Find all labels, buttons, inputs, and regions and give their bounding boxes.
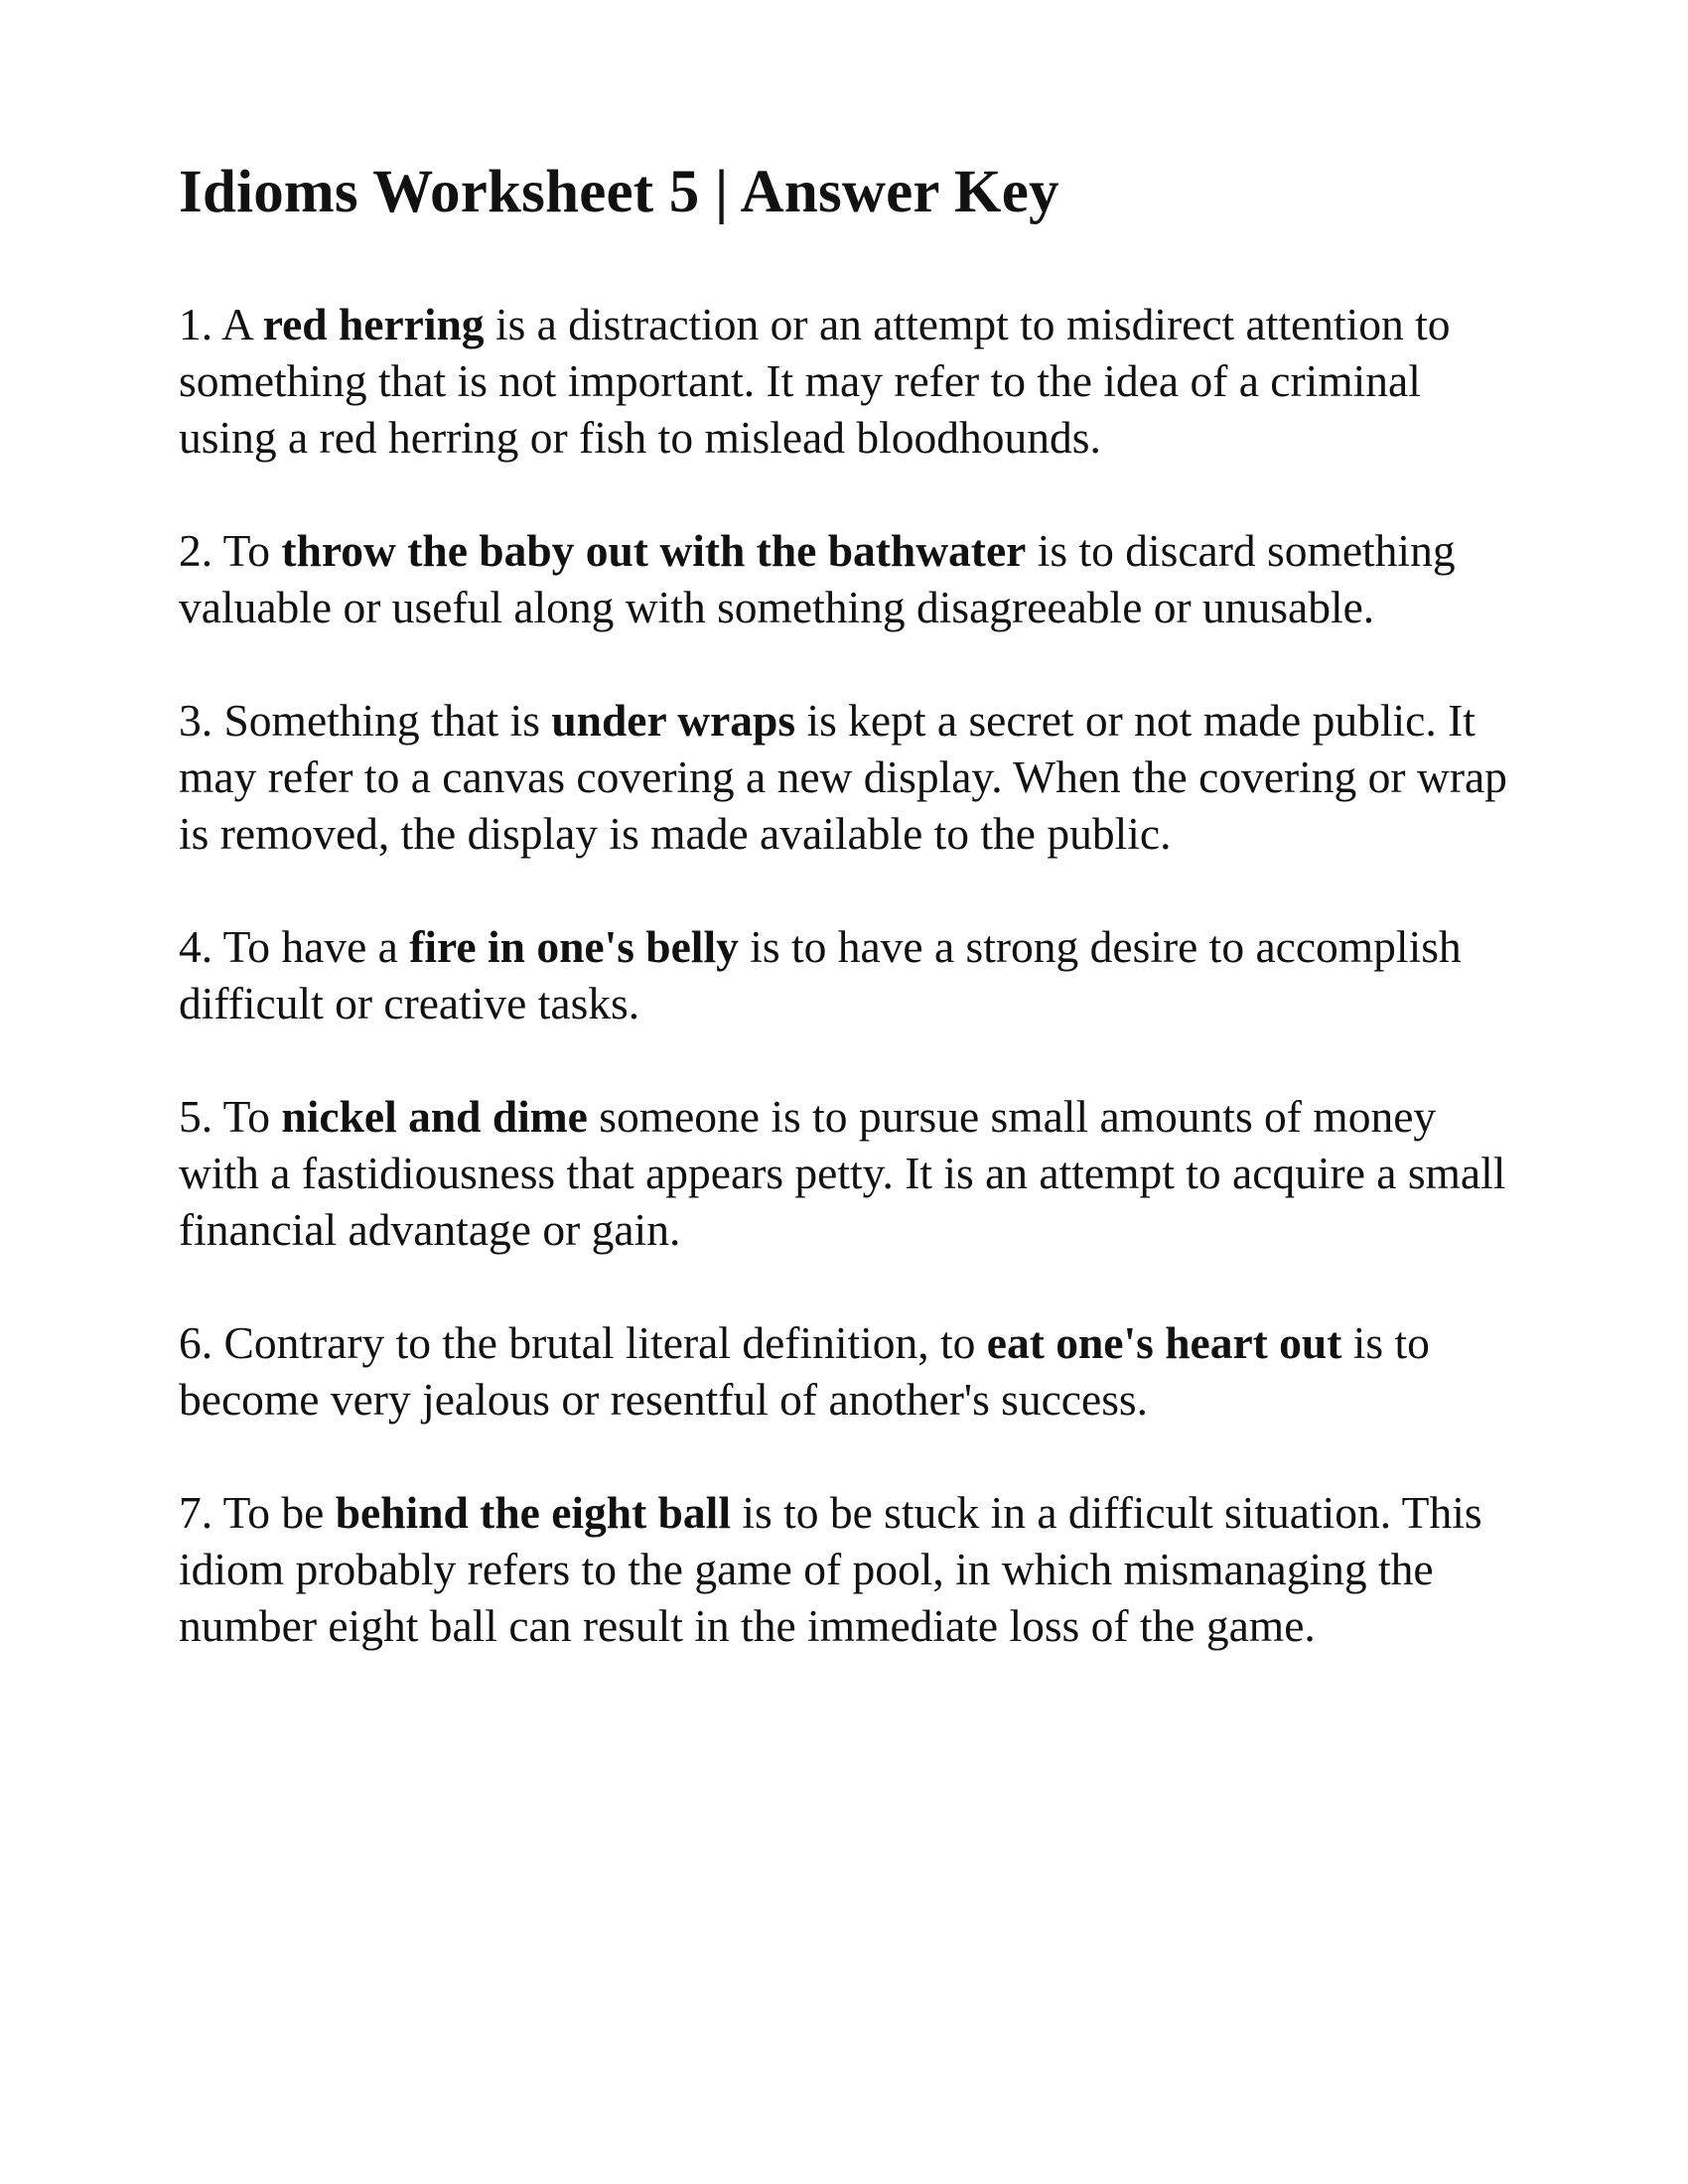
answer-definition: someone is to pursue small amounts of money with a fastidiousness that appears petty. It is an attempt to acquire a small financial advantage or gain. — [179, 1091, 1506, 1255]
answer-list — [179, 296, 1509, 1654]
idiom-term: fire in one's belly — [409, 921, 739, 972]
answer-definition: is to have a strong desire to accomplish difficult or creative tasks. — [179, 921, 1462, 1028]
answer-item-7 — [179, 1484, 1509, 1654]
answer-prefix: 4. To have a — [179, 921, 410, 972]
idiom-term: eat one's heart out — [986, 1317, 1342, 1368]
answer-prefix: 6. Contrary to the brutal literal definition, to — [179, 1317, 987, 1368]
answer-definition: is to discard something valuable or useful along with something disagreeable or unusable. — [179, 525, 1456, 632]
answer-prefix: 5. To — [179, 1091, 282, 1142]
answer-item-5 — [179, 1088, 1509, 1258]
answer-prefix: 7. To be — [179, 1487, 336, 1538]
idiom-term: throw the baby out with the bathwater — [281, 525, 1027, 576]
answer-prefix: 1. A — [179, 299, 263, 349]
idiom-term: nickel and dime — [281, 1091, 588, 1142]
answer-definition: is kept a secret or not made public. It may refer to a canvas covering a new display. When the covering or wrap is removed, the display is made available to the public. — [179, 695, 1507, 859]
page-title: Idioms Worksheet 5 | Answer Key — [179, 159, 1059, 225]
answer-prefix: 2. To — [179, 525, 282, 576]
answer-prefix: 3. Something that is — [179, 695, 552, 746]
answer-definition: is to be stuck in a difficult situation. This idiom probably refers to the game of pool, in which mismanaging the number eight ball can result in the immediate loss of the game. — [179, 1487, 1482, 1651]
answer-definition: is to become very jealous or resentful of another's success. — [179, 1317, 1430, 1425]
answer-item-2 — [179, 522, 1509, 635]
idiom-term: behind the eight ball — [335, 1487, 731, 1538]
idiom-term: red herring — [262, 299, 485, 349]
answer-item-3 — [179, 692, 1509, 862]
worksheet-page — [179, 157, 1509, 1710]
answer-item-1 — [179, 296, 1509, 466]
answer-item-4 — [179, 918, 1509, 1031]
answer-definition: is a distraction or an attempt to misdirect attention to something that is not important. It may refer to the idea of a criminal using a red herring or fish to mislead bloodhounds. — [179, 299, 1451, 463]
idiom-term: under wraps — [551, 695, 796, 746]
answer-item-6 — [179, 1314, 1509, 1428]
